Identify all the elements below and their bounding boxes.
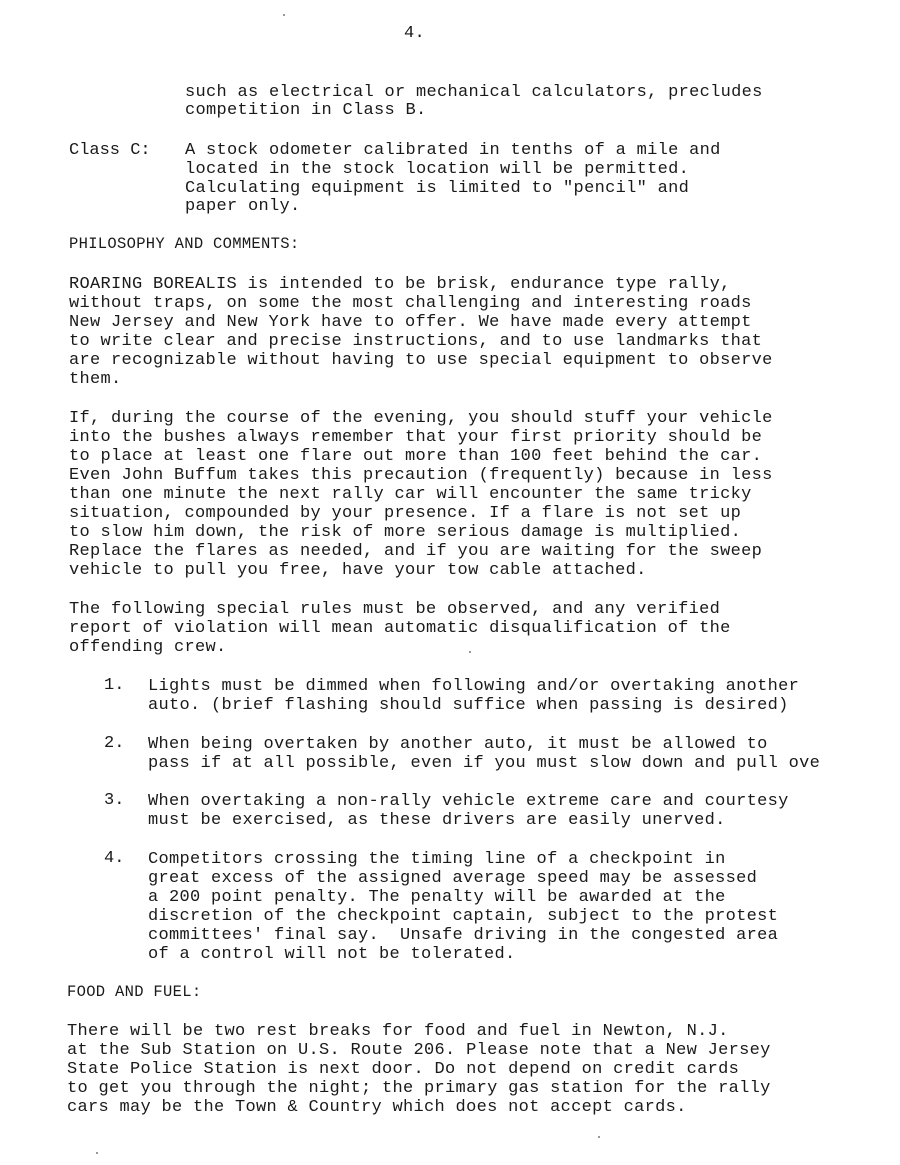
rule-line: Lights must be dimmed when following and/or overtaking another: [148, 677, 800, 696]
scan-speck: [598, 1136, 600, 1138]
scan-speck: [469, 651, 471, 653]
class-c-line: paper only.: [185, 197, 301, 216]
paragraph-line: offending crew.: [69, 638, 227, 657]
class-c-line: A stock odometer calibrated in tenths of a mile and: [185, 141, 721, 160]
paragraph-line: Even John Buffum takes this precaution (frequently) because in less: [69, 466, 773, 485]
class-b-line: competition in Class B.: [185, 101, 427, 120]
paragraph-line: ROARING BOREALIS is intended to be brisk, endurance type rally,: [69, 275, 731, 294]
scan-speck: [96, 1152, 98, 1154]
class-c-line: located in the stock location will be permitted.: [185, 160, 690, 179]
paragraph-line: report of violation will mean automatic disqualification of the: [69, 619, 731, 638]
rule-number: 1.: [104, 676, 125, 695]
paragraph-line: If, during the course of the evening, you should stuff your vehicle: [69, 409, 773, 428]
paragraph-line: Replace the flares as needed, and if you are waiting for the sweep: [69, 542, 763, 561]
rule-line: great excess of the assigned average speed may be assessed: [148, 869, 758, 888]
paragraph-line: cars may be the Town & Country which does not accept cards.: [67, 1098, 687, 1117]
class-c-label: Class C:: [69, 141, 151, 160]
rule-number: 3.: [104, 791, 125, 810]
paragraph-line: to get you through the night; the primary gas station for the rally: [67, 1079, 771, 1098]
paragraph-line: situation, compounded by your presence. If a flare is not set up: [69, 504, 742, 523]
rule-line: When being overtaken by another auto, it must be allowed to: [148, 735, 768, 754]
paragraph-line: State Police Station is next door. Do not depend on credit cards: [67, 1060, 740, 1079]
class-c-line: Calculating equipment is limited to "pencil" and: [185, 179, 690, 198]
rule-line: When overtaking a non-rally vehicle extreme care and courtesy: [148, 792, 789, 811]
rule-line: a 200 point penalty. The penalty will be awarded at the: [148, 888, 726, 907]
paragraph-line: are recognizable without having to use special equipment to observe: [69, 351, 773, 370]
rule-line: pass if at all possible, even if you must slow down and pull ove: [148, 754, 821, 773]
page-number: 4.: [404, 24, 426, 43]
rule-line: must be exercised, as these drivers are easily unerved.: [148, 811, 726, 830]
paragraph-line: to write clear and precise instructions, and to use landmarks that: [69, 332, 763, 351]
paragraph-line: them.: [69, 370, 122, 389]
paragraph-line: into the bushes always remember that your first priority should be: [69, 428, 763, 447]
rule-number: 4.: [104, 849, 125, 868]
rule-line: auto. (brief flashing should suffice when passing is desired): [148, 696, 789, 715]
section-heading-philosophy: PHILOSOPHY AND COMMENTS:: [69, 235, 300, 253]
paragraph-line: to place at least one flare out more than 100 feet behind the car.: [69, 447, 763, 466]
scan-speck: [283, 14, 285, 16]
rule-line: discretion of the checkpoint captain, subject to the protest: [148, 907, 779, 926]
paragraph-line: to slow him down, the risk of more serious damage is multiplied.: [69, 523, 742, 542]
paragraph-line: vehicle to pull you free, have your tow cable attached.: [69, 561, 647, 580]
rule-line: Competitors crossing the timing line of a checkpoint in: [148, 850, 726, 869]
paragraph-line: There will be two rest breaks for food and fuel in Newton, N.J.: [67, 1022, 729, 1041]
paragraph-line: The following special rules must be observed, and any verified: [69, 600, 721, 619]
paragraph-line: without traps, on some the most challenging and interesting roads: [69, 294, 752, 313]
rule-line: of a control will not be tolerated.: [148, 945, 516, 964]
paragraph-line: New Jersey and New York have to offer. We have made every attempt: [69, 313, 752, 332]
section-heading-food: FOOD AND FUEL:: [67, 983, 202, 1001]
class-b-line: such as electrical or mechanical calculators, precludes: [185, 83, 763, 102]
paragraph-line: than one minute the next rally car will encounter the same tricky: [69, 485, 752, 504]
rule-number: 2.: [104, 734, 125, 753]
paragraph-line: at the Sub Station on U.S. Route 206. Please note that a New Jersey: [67, 1041, 771, 1060]
rule-line: committees' final say. Unsafe driving in the congested area: [148, 926, 779, 945]
